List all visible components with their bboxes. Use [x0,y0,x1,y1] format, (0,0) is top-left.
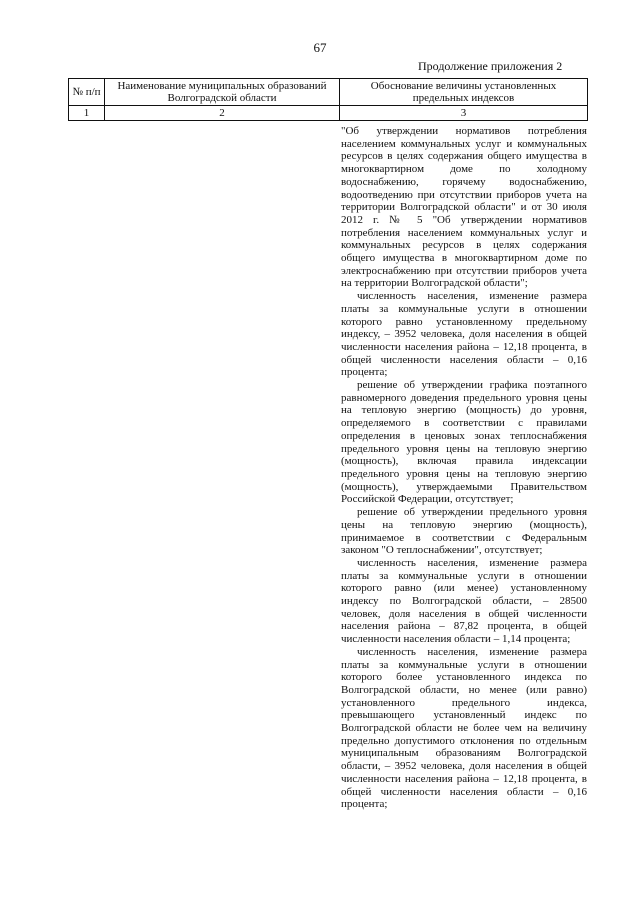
header-table [68,78,588,121]
justification-text-column [341,125,587,811]
column-number-3: 3 [340,106,588,121]
column-number-2: 2 [105,106,340,121]
paragraph-population-equal-or-less: численность населения, изменение размера платы за коммунальные услуги в отношении которого равно (или менее) установленному индексу по Волгоградской области, – 28500 человек, доля населения в общей численности населения района – 87,82 процента, в общей численности населения области – 1,14 процента; [341,556,587,646]
table-header-row [69,79,588,106]
header-municipality-column: Наименование муниципальных образований Волгоградской области [105,79,340,106]
paragraph-heat-schedule-decision: решение об утверждении графика поэтапного равномерного доведения предельного уровня цены на тепловую энергию (мощность) до уровня, определяемого в соответствии с правилами определения в ценовых зонах теплоснабжения предельного уровня цены на тепловую энергию (мощность), включая правила индексации предельного уровня цены на тепловую энергию (мощность), утверждаемыми Правительством Российской Федерации, отсутствует; [341,379,587,506]
header-justification-column: Обоснование величины установленных предельных индексов [340,79,588,106]
header-number-column: № п/п [69,79,105,106]
column-number-1: 1 [69,106,105,121]
paragraph-heat-price-decision: решение об утверждении предельного уровня цены на тепловую энергию (мощность), принимаемое в соответствии с Федеральным законом "О теплоснабжении", отсутствует; [341,506,587,557]
appendix-continuation-note: Продолжение приложения 2 [418,59,563,73]
paragraph-population-above-index: численность населения, изменение размера платы за коммунальные услуги в отношении которого более установленного индекса по Волгоградской области, но менее (или равно) установленного предельного индекса, превышающего установленный индекс по Волгоградской области не более чем на величину предельно допустимого отклонения по отдельным муниципальным образованиям Волгоградской области, – 3952 человека, доля населения в общей численности населения района – 12,18 процента, в общей численности населения области – 0,16 процента; [341,645,587,811]
paragraph-population-equal-index: численность населения, изменение размера платы за коммунальные услуги в отношении которого равно установленному предельному индексу, – 3952 человека, доля населения в общей численности населения района – 12,18 процента, в общей численности населения области – 0,16 процента; [341,290,587,379]
paragraph-regulations: "Об утверждении нормативов потребления населением коммунальных услуг и коммунальных ресурсов в целях содержания общего имущества в многоквартирном доме по холодному водоснабжению, горячему водоснабжению, водоотведению при отсутствии приборов учета на территории Волгоградской области" и от 30 июля 2012 г. № 5 "Об утверждении нормативов потребления населением коммунальных услуг и коммунальных ресурсов в целях содержания общего имущества в многоквартирном доме по электроснабжению при отсутствии приборов учета на территории Волгоградской области"; [341,125,587,290]
page-number: 67 [313,40,327,55]
table-column-numbers-row [69,106,588,121]
